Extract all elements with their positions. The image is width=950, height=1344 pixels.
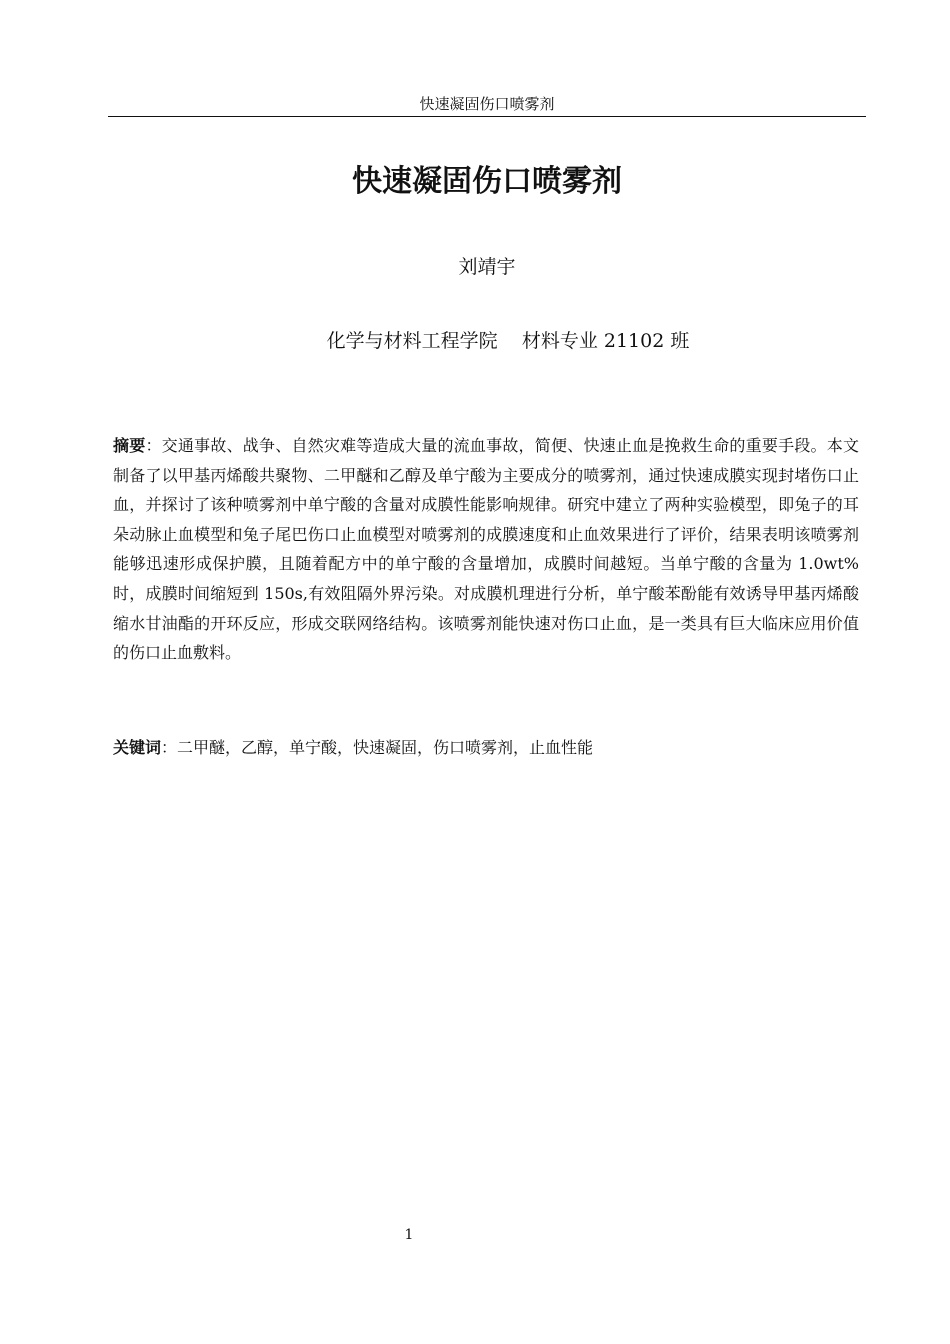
keywords — [113, 733, 859, 763]
header-rule — [108, 116, 866, 117]
keywords-text: 二甲醚，乙醇，单宁酸，快速凝固，伤口喷雾剂，止血性能 — [177, 738, 594, 757]
abstract-text: 交通事故、战争、自然灾难等造成大量的流血事故，简便、快速止血是挽救生命的重要手段。本文制备了以甲基丙烯酸共聚物、二甲醚和乙醇及单宁酸为主要成分的喷雾剂，通过快速成膜实现封堵伤口止血，并探讨了该种喷雾剂中单宁酸的含量对成膜性能影响规律。研究中建立了两种实验模型，即兔子的耳朵动脉止血模型和兔子尾巴伤口止血模型对喷雾剂的成膜速度和止血效果进行了评价，结果表明该喷雾剂能够迅速形成保护膜，且随着配方中的单宁酸的含量增加，成膜时间越短。当单宁酸的含量为 1.0wt%时，成膜时间缩短到 150s,有效阻隔外界污染。对成膜机理进行分析，单宁酸苯酚能有效诱导甲基丙烯酸缩水甘油酯的开环反应，形成交联网络结构。该喷雾剂能快速对伤口止血，是一类具有巨大临床应用价值的伤口止血敷料。 — [113, 436, 859, 663]
page-number: 1 — [404, 1227, 414, 1243]
author-name: 刘靖宇 — [458, 256, 516, 278]
running-header: 快速凝固伤口喷雾剂 — [419, 95, 555, 113]
abstract-separator: ： — [145, 436, 162, 455]
keywords-label: 关键词 — [113, 738, 162, 757]
abstract — [113, 431, 859, 668]
abstract-label: 摘要 — [113, 436, 146, 455]
author-affiliation: 化学与材料工程学院 材料专业 21102 班 — [326, 330, 690, 352]
paper-title: 快速凝固伤口喷雾剂 — [352, 164, 622, 199]
keywords-separator: ： — [161, 738, 178, 757]
